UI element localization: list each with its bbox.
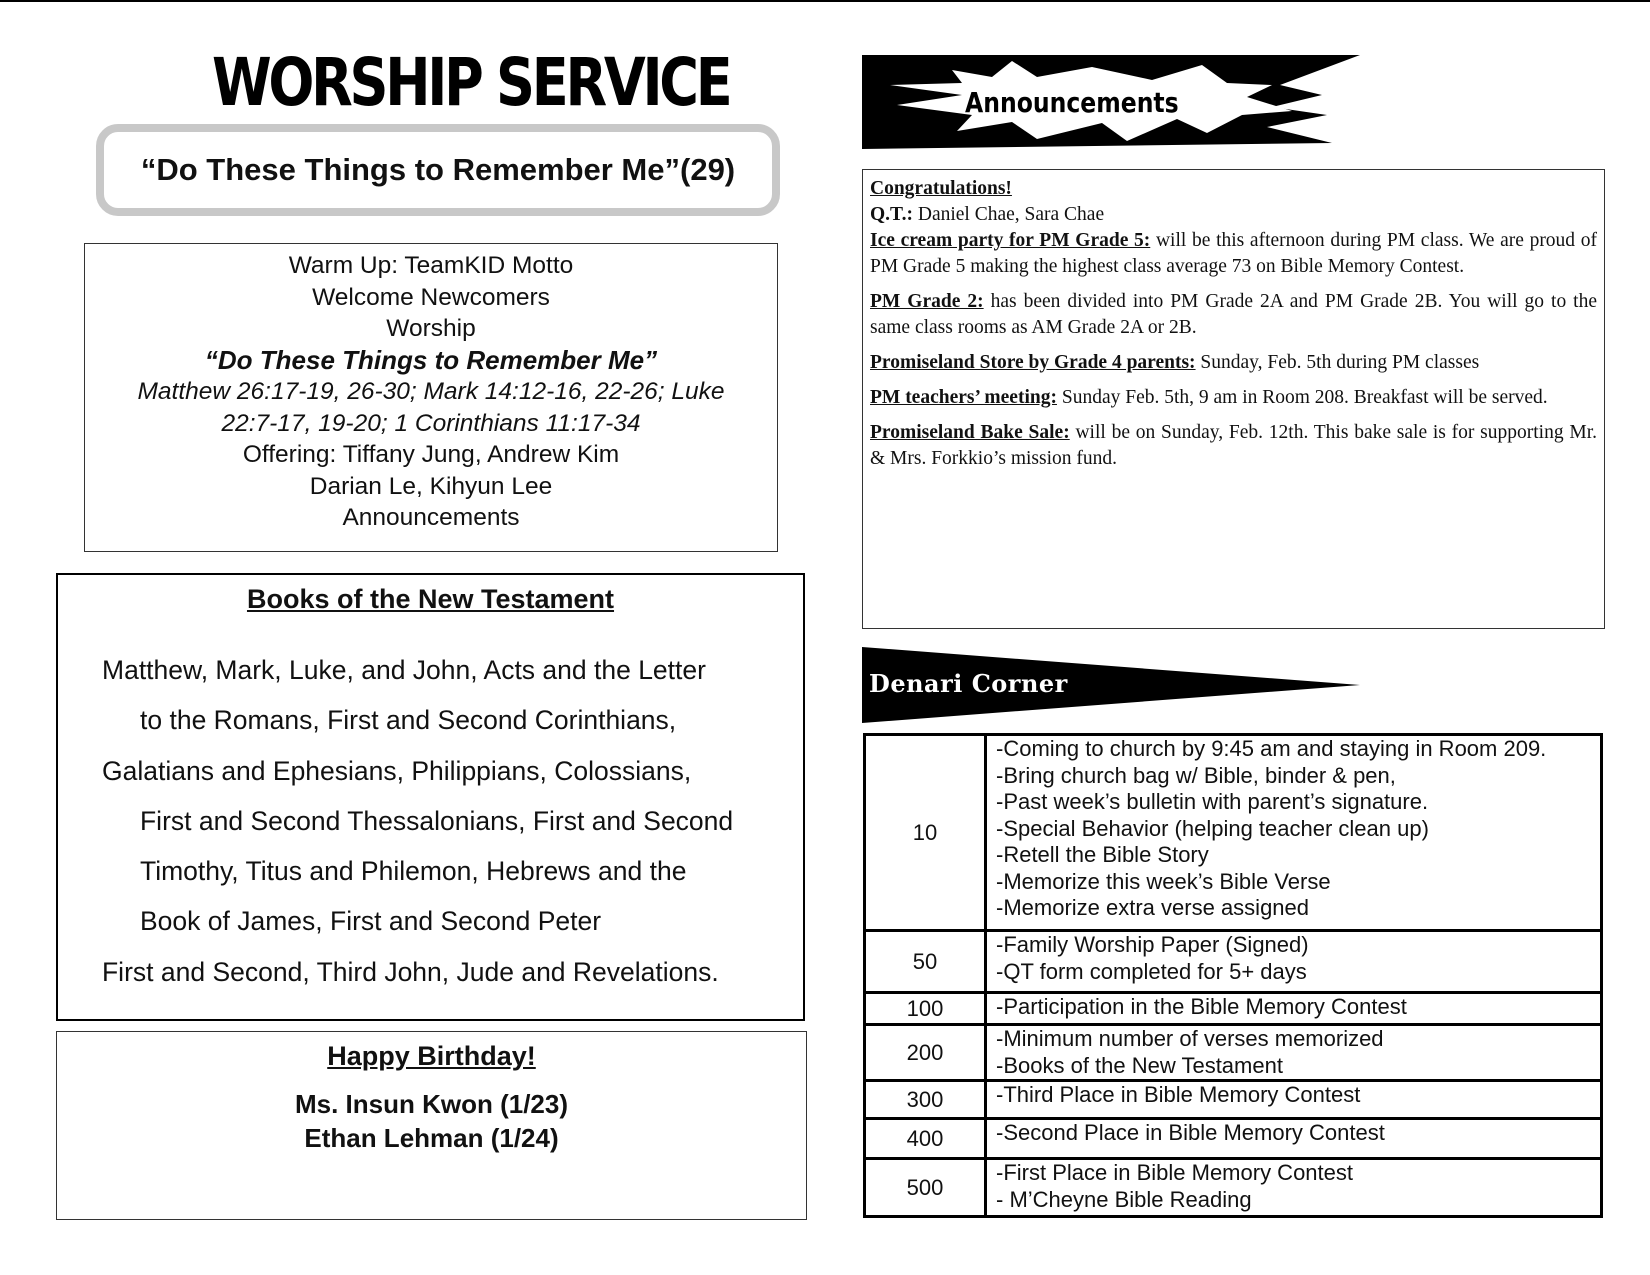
table-row — [865, 931, 1602, 993]
points-cell: 10 — [865, 735, 986, 931]
list-item: -Books of the New Testament — [996, 1052, 1283, 1078]
top-rule — [0, 0, 1650, 2]
announcement-text: will be on Sunday, Feb. 12th. This bake sale is for supporting Mr. & Mrs. Forkkio’s mission fund. — [870, 422, 1597, 469]
list-item: -Minimum number of verses memorized — [996, 1026, 1384, 1051]
list-item: -Past week’s bulletin with parent’s signature. — [996, 789, 1429, 814]
list-item: -Second Place in Bible Memory Contest — [996, 1120, 1385, 1145]
offering-line-1: Offering: Tiffany Jung, Andrew Kim — [242, 441, 620, 468]
announcements-line: Announcements — [342, 504, 520, 531]
books-new-testament-box — [56, 573, 805, 1021]
list-item: -QT form completed for 5+ days — [996, 958, 1307, 984]
theme-title: “Do These Things to Remember Me”(29) — [140, 152, 736, 187]
books-title: Books of the New Testament — [246, 584, 615, 614]
books-line: Galatians and Ephesians, Philippians, Colossians, — [102, 755, 692, 786]
offering-line-2: Darian Le, Kihyun Lee — [309, 472, 553, 500]
description-cell — [986, 735, 1602, 931]
table-row — [865, 1119, 1602, 1159]
denari-table — [863, 733, 1603, 1218]
books-line: First and Second, Third John, Jude and Revelations. — [102, 956, 719, 987]
announcement-label: Promiseland Store by Grade 4 parents: — [870, 352, 1196, 373]
list-item: -Retell the Bible Story — [996, 842, 1209, 867]
announcement-label: Q.T.: — [870, 204, 913, 225]
books-line: Book of James, First and Second Peter — [140, 906, 602, 937]
list-item: -First Place in Bible Memory Contest — [996, 1160, 1353, 1185]
denari-title: Denari Corner — [869, 669, 1068, 698]
announcement-label: PM teachers’ meeting: — [870, 387, 1057, 408]
birthday-box — [56, 1031, 807, 1220]
announcements-title: Announcements — [965, 86, 1179, 119]
announcement-text: Daniel Chae, Sara Chae — [912, 204, 1105, 225]
worship-line: Worship — [386, 315, 476, 342]
announcement-label: Ice cream party for PM Grade 5: — [870, 230, 1151, 251]
list-item: -Participation in the Bible Memory Contest — [996, 994, 1407, 1019]
table-row — [865, 1081, 1602, 1119]
books-line: Matthew, Mark, Luke, and John, Acts and the Letter — [102, 655, 706, 685]
announcement-label: Congratulations! — [870, 178, 1012, 199]
list-item: -Special Behavior (helping teacher clean up) — [996, 815, 1429, 841]
table-row — [865, 1159, 1602, 1217]
table-row — [865, 735, 1602, 931]
theme-box — [96, 124, 780, 216]
points-cell: 50 — [865, 931, 986, 993]
points-cell: 100 — [865, 993, 986, 1025]
list-item: -Memorize this week’s Bible Verse — [996, 868, 1331, 894]
description-cell — [986, 1159, 1602, 1217]
scripture-line-1: Matthew 26:17-19, 26-30; Mark 14:12-16, 22-26; Luke — [137, 378, 725, 405]
points-cell: 200 — [865, 1025, 986, 1081]
welcome-line: Welcome Newcomers — [312, 283, 550, 311]
sermon-title: “Do These Things to Remember Me” — [204, 344, 658, 375]
description-cell — [986, 1081, 1602, 1119]
points-cell: 400 — [865, 1119, 986, 1159]
announcement-text: Sunday Feb. 5th, 9 am in Room 208. Breakfast will be served. — [1056, 387, 1548, 408]
birthday-title: Happy Birthday! — [327, 1041, 536, 1071]
announcement-label: PM Grade 2: — [870, 291, 984, 312]
announcements-box — [862, 169, 1605, 629]
list-item: -Bring church bag w/ Bible, binder & pen, — [996, 762, 1396, 788]
scripture-line-2: 22:7-17, 19-20; 1 Corinthians 11:17-34 — [221, 409, 641, 437]
description-cell — [986, 1025, 1602, 1081]
announcement-label: Promiseland Bake Sale: — [870, 422, 1070, 443]
worship-service-title: WORSHIP SERVICE — [212, 44, 730, 121]
table-row — [865, 1025, 1602, 1081]
description-cell — [986, 931, 1602, 993]
warmup-line: Warm Up: TeamKID Motto — [288, 252, 574, 279]
list-item: -Family Worship Paper (Signed) — [996, 932, 1309, 957]
announcement-text: will be this afternoon during PM class. We are proud of PM Grade 5 making the highest class average 73 on Bible Memory Contest. — [870, 230, 1597, 277]
table-row — [865, 993, 1602, 1025]
announcement-text: Sunday, Feb. 5th during PM classes — [1195, 352, 1480, 373]
birthday-name: Ethan Lehman (1/24) — [304, 1123, 559, 1153]
order-of-service — [84, 243, 778, 552]
birthday-name: Ms. Insun Kwon (1/23) — [294, 1089, 569, 1119]
books-text — [102, 645, 733, 997]
description-cell — [986, 993, 1602, 1025]
points-cell: 300 — [865, 1081, 986, 1119]
books-line: to the Romans, First and Second Corinthians, — [140, 705, 677, 736]
description-cell — [986, 1119, 1602, 1159]
points-cell: 500 — [865, 1159, 986, 1217]
announcement-text: has been divided into PM Grade 2A and PM Grade 2B. You will go to the same class rooms as AM Grade 2A or 2B. — [870, 291, 1598, 338]
list-item: - M’Cheyne Bible Reading — [996, 1186, 1252, 1212]
books-line: First and Second Thessalonians, First and Second — [140, 805, 734, 836]
list-item: -Memorize extra verse assigned — [996, 895, 1310, 920]
birthday-names — [57, 1087, 806, 1155]
books-line: Timothy, Titus and Philemon, Hebrews and the — [140, 856, 687, 887]
list-item: -Coming to church by 9:45 am and staying in Room 209. — [996, 736, 1547, 761]
list-item: -Third Place in Bible Memory Contest — [996, 1082, 1361, 1107]
